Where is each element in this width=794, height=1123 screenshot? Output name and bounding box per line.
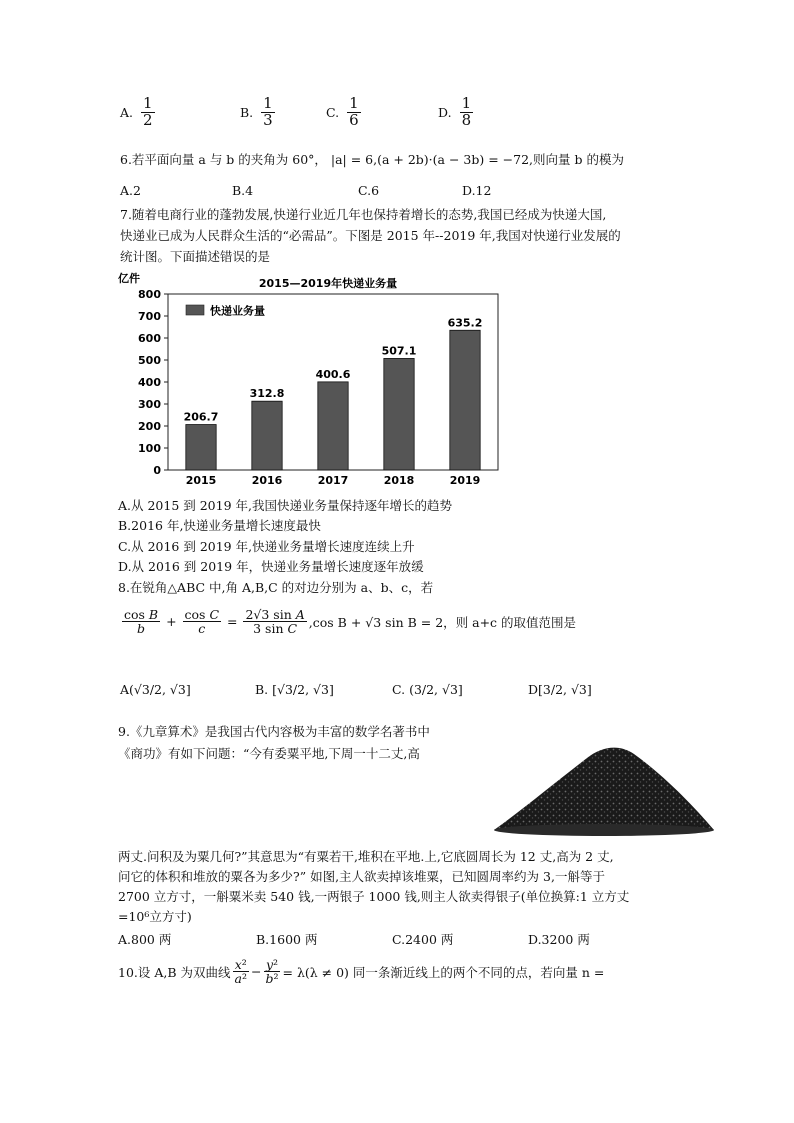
x-tick-label: 2017 — [317, 474, 349, 487]
fraction — [347, 96, 361, 129]
fraction-y2-b2: $\frac{\text{y²}}{\text{b²}}$ — [265, 957, 279, 987]
y-tick-label: 300 — [138, 398, 161, 411]
q9-option-d: D.3200 两 — [528, 932, 590, 947]
q5-option-c — [326, 96, 363, 129]
y-tick-label: 200 — [138, 420, 161, 433]
bar-chart — [110, 268, 510, 493]
q9-stem-line3: 两丈.问积及为粟几何?”其意思为“有粟若干,堆积在平地.上,它底圆周长为 12 丈,高为 2 丈, — [118, 849, 614, 864]
q10-suffix: = λ(λ ≠ 0) 同一条渐近线上的两个不同的点，若向量 n = — [282, 964, 605, 980]
q10-stem: 10.设 A,B 为双曲线 $\frac{\text{x²}}{\text{a²}}$ − $\frac{\text{y²}}{\text{b²}}$ = λ(λ ≠ 0) 同一条渐近线上的两个不同的点，若向量 n = — [118, 957, 605, 987]
q6-option-c: C.6 — [358, 183, 380, 198]
y-tick-label: 600 — [138, 332, 161, 345]
bar-2015 — [186, 425, 216, 470]
chart-title: 2015—2019年快递业务量 — [258, 277, 398, 290]
q9-stem-line6: =10⁶立方寸) — [118, 909, 192, 924]
bar-value-label: 507.1 — [381, 344, 417, 358]
fraction-numerator: 1 — [143, 94, 153, 112]
q6-option-d: D.12 — [462, 183, 492, 198]
q7-stem-line3: 统计图。下面描述错误的是 — [120, 249, 271, 264]
q8-option-a: A(√3/2, √3] — [120, 682, 191, 697]
q7-option-c: C.从 2016 到 2019 年,快递业务量增长速度连续上升 — [118, 539, 415, 554]
q9-stem-line2: 《商功》有如下问题：“今有委粟平地,下周一十二丈,高 — [118, 746, 420, 761]
q7-stem-line2: 快递业已成为人民群众生活的“必需品”。下图是 2015 年--2019 年,我国对快递行业发展的 — [120, 228, 621, 243]
bar-value-label: 312.8 — [249, 387, 285, 401]
q7-option-b: B.2016 年,快递业务量增长速度最快 — [118, 518, 321, 533]
x-tick-label: 2015 — [185, 474, 217, 487]
option-letter: C. — [326, 104, 340, 120]
bar-value-label: 400.6 — [315, 367, 351, 381]
q9-stem-line4: 问它的体积和堆放的粟各为多少?” 如图,主人欲卖掉该堆粟，已知圆周率约为 3,一斛等于 — [118, 869, 605, 884]
q5-option-d — [438, 96, 475, 129]
y-tick-label: 500 — [138, 354, 161, 367]
fraction — [261, 96, 275, 129]
q6-stem: 6.若平面向量 a 与 b 的夹角为 60°， |a| = 6,(a + 2b)·(a − 3b) = −72,则向量 b 的模为 — [120, 152, 624, 167]
grain-pile-image — [492, 730, 716, 840]
q9-stem-line1: 9.《九章算术》是我国古代内容极为丰富的数学名著书中 — [118, 724, 430, 739]
fraction-cosc-over-c: $\frac{\text{cos C}}{c}$ — [184, 607, 220, 637]
bar-2018 — [384, 358, 414, 470]
q8-option-d: D[3/2, √3] — [528, 682, 592, 697]
q8-option-b: B. [√3/2, √3] — [255, 682, 334, 697]
q5-option-b — [240, 96, 277, 129]
q10-prefix: 10.设 A,B 为双曲线 — [118, 964, 231, 980]
q6-option-a: A.2 — [120, 183, 141, 198]
q8-option-c: C. (3/2, √3] — [392, 682, 463, 697]
q5-option-a — [120, 96, 157, 129]
q6-option-b: B.4 — [232, 183, 254, 198]
q8-stem-line1: 8.在锐角△ABC 中,角 A,B,C 的对边分别为 a、b、c，若 — [118, 580, 434, 595]
fraction-denominator: 6 — [349, 110, 359, 129]
fraction-numerator: 1 — [461, 94, 472, 112]
x-tick-label: 2016 — [251, 474, 283, 487]
q9-stem-line5: 2700 立方寸，一斛粟米卖 540 钱,一两银子 1000 钱,则主人欲卖得银子(单位换算:1 立方丈 — [118, 889, 630, 904]
y-tick-label: 800 — [138, 288, 161, 301]
q8-equation: $\frac{\text{cos B}}{b}$ + $\frac{\text{cos C}}{c}$ = $\frac{\text{2√3 sin A}}{\text{3 sin C}}$ ,cos B + √3 sin B = 2，则 a+c 的取值范围是 — [124, 607, 577, 637]
fraction — [141, 96, 155, 129]
x-tick-label: 2018 — [383, 474, 415, 487]
legend — [186, 304, 265, 318]
q7-option-a: A.从 2015 到 2019 年,我国快递业务量保持逐年增长的趋势 — [118, 498, 452, 513]
q7-stem-line1: 7.随着电商行业的蓬勃发展,快递行业近几年也保持着增长的态势,我国已经成为快递大国, — [120, 207, 607, 222]
bar-2019 — [450, 330, 480, 470]
q9-option-c: C.2400 两 — [392, 932, 454, 947]
y-tick-label: 400 — [138, 376, 161, 389]
y-tick-label: 700 — [138, 310, 161, 323]
q9-option-a: A.800 两 — [118, 932, 172, 947]
legend-swatch — [186, 305, 204, 315]
bar-2017 — [318, 382, 348, 470]
fraction-x2-a2: $\frac{\text{x²}}{\text{a²}}$ — [234, 957, 247, 987]
y-tick-label: 0 — [153, 464, 161, 477]
y-tick-label: 100 — [138, 442, 161, 455]
bars — [184, 316, 483, 487]
q7-option-d: D.从 2016 到 2019 年，快递业务量增长速度逐年放缓 — [118, 559, 424, 574]
fraction-numerator: 1 — [263, 94, 273, 112]
fraction-sin-ratio: $\frac{\text{2√3 sin A}}{\text{3 sin C}}$ — [245, 607, 305, 637]
q9-option-b: B.1600 两 — [256, 932, 318, 947]
fraction-denominator: 2 — [143, 110, 153, 129]
option-letter: A. — [120, 104, 134, 120]
fraction-denominator: 8 — [461, 110, 472, 129]
option-letter: D. — [438, 104, 452, 120]
bar-value-label: 635.2 — [447, 316, 483, 330]
fraction-cosb-over-b: $\frac{\text{cos B}}{b}$ — [124, 607, 159, 637]
x-tick-label: 2019 — [449, 474, 481, 487]
legend-label: 快递业务量 — [210, 304, 265, 318]
fraction-denominator: 3 — [263, 110, 273, 129]
q8-equation-tail: ,cos B + √3 sin B = 2，则 a+c 的取值范围是 — [308, 614, 577, 630]
bar-value-label: 206.7 — [183, 410, 219, 424]
fraction — [460, 96, 474, 129]
chart-unit-label: 亿件 — [118, 272, 140, 285]
y-axis — [138, 288, 168, 477]
fraction-numerator: 1 — [349, 94, 359, 112]
bar-2016 — [252, 401, 282, 470]
option-letter: B. — [240, 104, 254, 120]
